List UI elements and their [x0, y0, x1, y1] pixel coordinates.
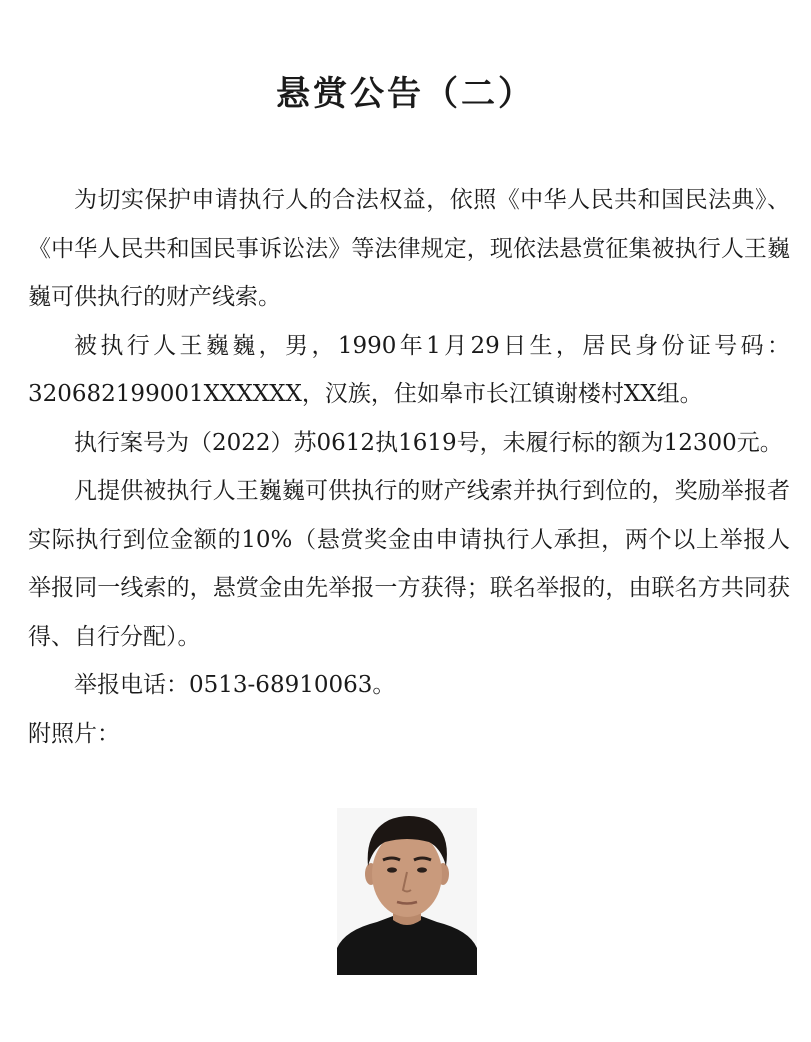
person-photo [337, 808, 477, 975]
person-photo-icon [337, 808, 477, 975]
photo-label: 附照片： [28, 720, 120, 747]
paragraph-reward: 凡提供被执行人王巍巍可供执行的财产线索并执行到位的，奖励举报者实际执行到位金额的10%（悬赏奖金由申请执行人承担，两个以上举报人举报同一线索的，悬赏金由先举报一方获得；联名举报的，由联名方共同获得、自行分配）。 [28, 478, 790, 650]
page-title: 悬赏公告（二） [276, 74, 535, 114]
notice-body [28, 176, 790, 758]
paragraph-case-number: 执行案号为（2022）苏0612执1619号，未履行标的额为12300元。 [74, 429, 783, 456]
paragraph-purpose: 为切实保护申请执行人的合法权益，依照《中华人民共和国民法典》、《中华人民共和国民事诉讼法》等法律规定，现依法悬赏征集被执行人王巍巍可供执行的财产线索。 [28, 187, 790, 310]
paragraph-phone: 举报电话：0513-68910063。 [74, 672, 396, 698]
paragraph-person-info: 被执行人王巍巍，男，1990年1月29日生，居民身份证号码：320682199001XXXXXX，汉族，住如皋市长江镇谢楼村XX组。 [28, 332, 790, 407]
